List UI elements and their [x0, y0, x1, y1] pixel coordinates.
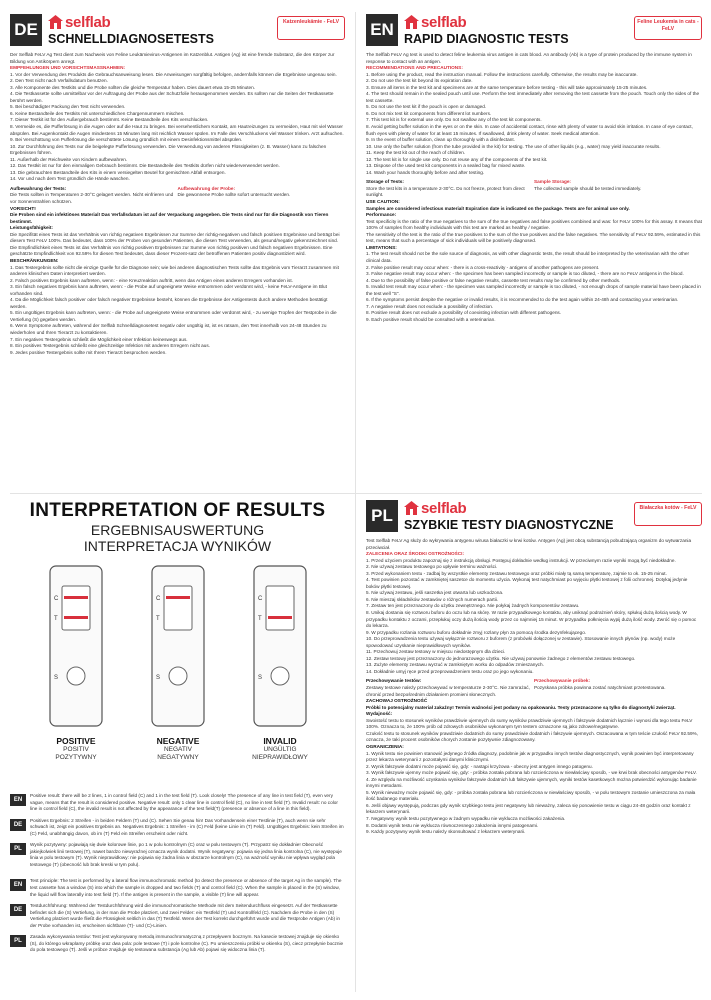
label-invalid	[240, 736, 320, 762]
svg-text:S: S	[54, 675, 59, 681]
paragraph: 8. Dodatni wynik testu nie wyklucza równoczesnego zakażenia innymi patogenami.	[366, 822, 539, 828]
paragraph-text: Test principle: The test is performed by a lateral flow immunochromatic method (to detect the presence or absence of the target Ag in the sample). The test cassette has a window (S) into which the sample is dropped and two fields (T) and control field (C). When the sample is placed in the (S) window, the liquid will flow laterally into test field (T). If the antigen is present in the sample, a visible (T) line will appear.	[30, 878, 342, 897]
storage-text: Pozyskana próbka powinna zostać natychmiast przetestowana.	[534, 685, 666, 691]
paragraph: 8. Ein positives Testergebnis schließt eine gleichzeitige Infektion mit anderen Erregern nicht aus.	[10, 343, 211, 349]
house-icon	[404, 501, 419, 515]
bold-paragraph: VORSICHT!	[10, 205, 36, 211]
text-body	[10, 52, 345, 356]
paragraph: 2. Nie używaj zestawu testowego po upływie terminu ważności.	[366, 564, 498, 570]
interpretation-subtitle-pl: INTERPRETACJA WYNIKÓW	[83, 538, 272, 554]
paragraph: 4. Due to the possibility of false positive or false negative results, cassette test results may be confirmed by other methods.	[366, 277, 621, 283]
horizontal-divider	[10, 493, 702, 494]
brand-name: selflab	[421, 13, 467, 31]
paragraph: 5. Nie używaj zestawu, jeśli saszetka jest otwarta lub uszkodzona.	[366, 590, 504, 596]
paragraph: 7. A negative result does not exclude a possibility of infection.	[366, 303, 494, 309]
paragraph: 11. Keep the test kit out of the reach of children.	[366, 150, 466, 156]
paragraph: 6. If the symptoms persist despite the negative or invalid results, it is recommended to do the test again within 24-48h and contacting your veterinarian.	[366, 297, 679, 303]
paragraph: 9. Bei Verschüttung von Pufferlösung die verschüttete Lösung gründlich mit einem Desinfektionsmittel abspülen.	[10, 137, 243, 143]
paragraph: 6. Keine Bestandteile des Testkits mit unterschiedlichen Chargennummern mischen.	[10, 110, 185, 116]
paragraph: Die Empfindlichkeit eines Tests ist das Verhältnis von richtig positiven Ergebnissen zur Summe von richtig positiven und falsch negativen Ergebnissen. Eine geschätzte Empfindlichkeit von 92.59% für diesen Test bedeutet, dass dieser Prozent-satz der betroffenen Patienten positiv diagnostiziert wird.	[10, 244, 333, 257]
storage-text: Die Tests sollten in Temperaturen 2-30°C gelagert werden. Nicht einfrieren und vor Sonnenstrahlen schützen.	[10, 192, 174, 205]
product-badge: Feline Leukemia in cats - FeLV	[634, 16, 702, 40]
section-title: SCHNELLDIAGNOSETESTS	[48, 32, 214, 46]
label-en: INVALID	[263, 736, 297, 746]
paragraph: 4. Die Testkassette sollte unmittelbar vor der Auftragung der Probe aus der Schutzfolie herausgenommen werden. Es sollten nur die Seiten der Testkassette berührt werden.	[10, 91, 334, 103]
text-body	[366, 538, 702, 836]
language-tag: DE	[10, 819, 26, 831]
svg-text:T: T	[54, 616, 58, 622]
paragraph: 1. The test result should not be the sole source of diagnosis, as with other diagnostic tests, the result should be interpreted by the veterinarian with the other clinical data.	[366, 251, 690, 263]
interpretation-subtitle-de: ERGEBNISAUSWERTUNG	[90, 522, 265, 538]
cassette-negative	[152, 566, 204, 726]
section-heading: EMPFEHLUNGEN UND VORSICHTSMASSNAHMEN:	[10, 65, 126, 71]
paragraph: 6. Do not mix test kit components from different lot numbers.	[366, 110, 492, 116]
paragraph: The sensitivity of the test is the ratio of the true positives to the sum of the true positives and the false negatives. The sensitivity of FeLV 92.59%, estimated in this test, means that such a percentage of sick individuals will be positively diagnosed.	[366, 231, 701, 244]
paragraph: 5. Wynik nieważny może pojawić się, gdy: - próbka została pobrana lub rozcieńczona w niewłaściwy sposób, - w polu testowym zostanie umieszczona za mała ilość badanego materiału.	[366, 789, 696, 802]
result-labels	[10, 736, 345, 776]
storage-label: Aufbewahrung der Tests:	[10, 185, 67, 191]
paragraph: 13. Dispose of the used test kit components in a sealed bag for mixed waste.	[366, 163, 526, 169]
label-de: UNGÜLTIG	[263, 746, 297, 753]
paragraph: 3. Ein falsch negatives Ergebnis kann auftreten, wenn: - die Probe auf ungeeignete Weise entnommen oder verdünnt wird, - keine FeLV-Antigene im Blut vorhanden sind.	[10, 284, 327, 296]
brand-name: selflab	[65, 13, 111, 31]
interpretation-paragraph	[10, 818, 345, 838]
paragraph: 12. The test kit is for single use only. Do not reuse any of the components of the test kit.	[366, 156, 548, 162]
paragraph: 1. Przed użyciem produktu zapoznaj się z instrukcją obsługi. Postępuj dokładnie według instrukcji. W przeciwnym razie wyniki mogą być niedokładne.	[366, 557, 676, 563]
paragraph: 1. Vor der Verwendung des Produkts die Gebrauchsanweisung lesen. Die Anweisungen sorgfältig befolgen, andernfalls können die Ergebnisse ungenau sein.	[10, 71, 337, 77]
cassette-diagram	[10, 558, 345, 733]
paragraph: 4. The test should remain in the sealed pouch until use. Perform the test immediately after removing the test cassette from the pouch. Touch only the sides of the test cassette.	[366, 91, 700, 103]
paragraph: 14. Wash your hands thoroughly before and after testing.	[366, 169, 485, 175]
paragraph: 2. Den Test nicht nach Verfallsdatum benutzen.	[10, 78, 108, 84]
paragraph: 8. Vermeide es, die Pufferlösung in die Augen oder auf die Haut zu bringen. Bei versehentlichem Kontakt, am Hautreizungen zu vermeiden, Haut mit viel Wasser abspülen. Bei Augenkontakt die Augen mindestens 15 Minuten lang mit reichlich Wasser spülen. Im Falle des Verschluckens viel Wasser trinken. Arzt aufsuchen.	[10, 124, 344, 136]
paragraph: 2. False positive result may occur when: - there is a cross-reactivity - antigens of another pathogens are present.	[366, 264, 600, 270]
bold-paragraph: Wydajność:	[366, 711, 393, 717]
paragraph: 7. This test kit is for external use only. Do not swallow any of the test kit components.	[366, 117, 542, 123]
label-en: POSITIVE	[56, 736, 96, 746]
language-tag: EN	[10, 794, 26, 806]
paragraph: Test specificity is the ratio of the true negatives to the sum of the true negatives and false positives combined and was: for FeLV 100% for this assay. It means that 100% of samples from healthy individuals with this test are marked as healthy / negative.	[366, 218, 702, 231]
paragraph: 13. Die gebrauchten Bestandteile des Kits in einem versiegelten Beutel für gemischten Abfall entsorgen.	[10, 169, 226, 175]
paragraph: 4. Ze względu na możliwość uzyskania wyników fałszywie dodatnich lub fałszywie ujemnych, wyniki testów kasetkowych można potwierdzić wykonując badanie innymi metodami.	[366, 776, 697, 789]
paragraph-text: Positives Ergebnis: 2 Streifen - in beiden Feldern (T) und (C). Sehen Sie genau hin! Das Vorhandensein einer Testlinie (T), auch wenn sie sehr schwach ist, zeigt ein positives Ergebnis an. Negatives Ergebnis: 1 Streifen - im (C) Feld (keine Linie im (T) Feld). Ungültiges Ergebnis: kein Streifen im (C) Feld, unabhängig davon, ob im (T) Feld ein Streifen erscheint oder nicht.	[30, 817, 344, 836]
brand-logo	[404, 498, 466, 518]
paragraph: 9. W przypadku rozlania roztworu buforu dokładnie zmyj rozlany płyn za pomocą środka dezynfekującego.	[366, 629, 587, 635]
paragraph: 5. Bei beschädigter Packung den Test nicht verwenden.	[10, 104, 126, 110]
label-de: NEGATIV	[163, 746, 193, 753]
paragraph: The Selflab FeLV Ag test is used to detect feline leukemia virus antigen in cats blood. An antibody (Ab) is a type of protein produced by the immune system in response to contact with an antigen.	[366, 52, 692, 64]
brand-logo	[404, 12, 466, 32]
paragraph: 1. Before using the product, read the instruction manual. Follow the instructions carefully. Otherwise, the results may be inaccurate.	[366, 71, 638, 77]
paragraph: 7. Dieser Testkit ist für den Außergebrauch bestimmt. Keine Bestandteile des Kits verschlucken.	[10, 117, 209, 123]
interpretation-paragraph	[10, 842, 345, 868]
vertical-divider	[355, 12, 356, 992]
label-positive	[36, 736, 116, 762]
paragraph: 2. Falsch positives Ergebnis kann auftreten, wenn: - eine Kreuzreaktion auftritt, wenn das Antigen eines anderen Erregers vorhanden ist.	[10, 277, 293, 283]
paragraph: 4. Test powinien pozostać w zamkniętej saszetce do momentu użycia. Wykonaj test natychmiast po wyjęciu płytki testowej z folii ochronnej. Dotykaj jedynie boków płytki testowej.	[366, 577, 688, 589]
bold-paragraph: Leistungsfähigkeit:	[10, 225, 53, 231]
storage-label: Aufbewahrung der Probe:	[177, 185, 236, 191]
paragraph: 10. Do przeprowadzenia testu używaj wyłącznie roztworu z buforem (z probówki dołączonej w zestawie). Stosowanie innych płynów (np. wody) może spowodować uzyskanie nieprawidłowych wyników.	[366, 636, 676, 648]
storage-label: Storage of Tests:	[366, 179, 404, 185]
label-de: POSITIV	[63, 746, 89, 753]
storage-label: Przechowywanie próbek:	[534, 678, 591, 684]
paragraph-text: Wynik pozytywny: pojawiają się dwie kolorowe linie, po 1 w polu kontrolnym (C) oraz w polu testowym (T). Przypatrz się dokładnie! Obecność jakiejkolwiek linii testowej (T), nawet bardzo niewyraźnej oznacza wynik dodatni. Wynik negatywny: pojawia się jedna linia kontrolna (C), nie występuje linia w polu testowym (T). Wynik nieprawidłowy: nie pojawia się żadna linia w obszarze kontrolnym (C), na ważność wyniku nie wpływa wygląd pola testowego (T) (obecność lub brak kreski w tym polu).	[30, 842, 342, 867]
svg-text:T: T	[156, 616, 160, 622]
paragraph: 1. Wynik testu nie powinien stanowić jedynego źródła diagnozy, podobnie jak w przypadku innych testów diagnostycznych, wynik powinien być interpretowany przez lekarza weterynarii z pozostałymi danymi klinicznymi.	[366, 750, 694, 763]
label-en: NEGATIVE	[156, 736, 200, 746]
brand-logo	[48, 12, 110, 32]
paragraph: 6. Nie mieszaj składników zestawów o różnych numerach partii.	[366, 596, 499, 602]
paragraph: 6. Wenn Symptome auftreten, während der Selflab Schnelldiagnosetest negativ oder ungültig ist, ist es ratsam, den Test innerhalb von 24-48 Stunden zu wiederholen und Ihren Tierarzt zu kontaktieren.	[10, 323, 327, 335]
language-tag: DE	[10, 904, 26, 916]
paragraph: 9. Każdy pozytywny wynik testu należy skonsultować z lekarzem weterynarii.	[366, 829, 526, 835]
paragraph: Der Selflab FeLV Ag Test dient zum Nachweis von Feline Leukämievirus-Antigenen im Katzenblut. Antigen (Ag) ist eine fremde Substanz, die den Körper zur Bildung von Antikörpern anregt.	[10, 52, 335, 64]
storage-info	[366, 678, 702, 698]
paragraph: Die Spezifität eines Tests ist das Verhältnis von richtig negativen Ergebnissen zur Summe der richtig-negativen und falsch positiven Ergebnisse und beträgt bei diesem Test FeLV 100%. Das bedeutet, dass 100% der Proben von gesunden Patienten, die diesen Test verwenden, als gesund/negativ gekennzeichnet sind.	[10, 231, 340, 244]
paragraph: 10. Zur Durchführung des Tests nur die beigelegte Pufferlösung verwenden. Die Verwendung von anderen Flüssigkeiten (z. B. Wasser) kann zu falschen Ergebnissen führen.	[10, 143, 327, 156]
paragraph: 1. Das Testergebnis sollte nicht die einzige Quelle für die Diagnose sein; wie bei anderen diagnostischen Tests sollte das Ergebnis vom Tierarzt zusammen mit anderen klinischen Daten interpretiert werden.	[10, 264, 339, 277]
bold-paragraph: Die Proben sind ein infektiöses Material! Das Verfallsdatum ist auf der Verpackung angegeben. Die Tests sind nur für die Diagnostik von Tieren bestimmt.	[10, 212, 329, 224]
svg-text:T: T	[258, 616, 262, 622]
bold-paragraph: ZACHOWAJ OSTROŻNOŚĆ	[366, 698, 428, 704]
language-tag: EN	[10, 879, 26, 891]
paragraph: 5. Do not use the test kit if the pouch is open or damaged.	[366, 104, 487, 110]
interpretation-title: INTERPRETATION OF RESULTS	[29, 500, 326, 521]
cassette-invalid	[254, 566, 306, 726]
bold-paragraph: BESCHRÄNKUNGEN:	[10, 257, 59, 263]
house-icon	[404, 15, 419, 29]
interpretation-paragraph	[10, 793, 345, 813]
text-body	[366, 52, 702, 323]
paragraph: 2. Do not use the test kit beyond its expiration date.	[366, 78, 473, 84]
paragraph: Czułość testu to stosunek wyników prawdziwie dodatnich do sumy prawdziwie dodatnich i fałszywie ujemnych. Oszacowana w tym teście czułość FeLV 92.59%, oznacza, że taki procent osobników chorych zostanie pozytywnie zdiagnozowany.	[366, 730, 699, 743]
storage-text: Die gewonnene Probe sollte sofort untersucht werden.	[177, 192, 291, 198]
polish-section	[366, 498, 702, 992]
paragraph: 9. In the event of buffer solution, clean up thoroughly with a disinfectant.	[366, 137, 515, 143]
paragraph: 11. Außerhalb der Reichweite von Kindern aufbewahren.	[10, 156, 128, 162]
paragraph: 7. Zestaw ten jest przeznaczony do użytku zewnętrznego. Nie połykaj żadnych komponentów zestawu.	[366, 603, 580, 609]
paragraph: 8. Avoid getting buffer solution in the eyes or on the skin. In case of accidental contact, rinse with plenty of water to avoid skin irritation. In case of eye contact, flush eyes with plenty of water for at least 15 minutes. If swallowed, drink plenty of water. Seek medical attention.	[366, 124, 693, 136]
paragraph: 13. Zużyte elementy zestawu wyrzuć w zamkniętym worku do odpadów zmieszanych.	[366, 662, 544, 668]
label-negative	[138, 736, 218, 762]
paragraph: Test Selflab FeLV Ag służy do wykrywania antygenu wirusa białaczki w krwi kotów. Antygen (Ag) jest obcą substancją pobudzającą organizm do wytwarzania przeciwciał.	[366, 538, 692, 550]
paragraph-text: Zasada wykonywania testów: Test jest wykonywany metodą immunochromatyczną z przepływem bocznym. Na kasecie testowej znajduje się okienko (S), do którego wkraplamy próbkę oraz dwa pola: pole testowe (T) i pole kontrolne (C). Po umieszczeniu próbki w okienku (S), ciecz przepłynie bocznie do pola testowego (T). Jeśli w próbce znajduje się testowana substancja (Ag lub Ab) pojawi się widoczna linia (T).	[30, 934, 344, 953]
storage-label: Sample Storage:	[534, 179, 571, 185]
paragraph: 12. Zestaw testowy jest przeznaczony do jednorazowego użytku. Nie używaj ponownie żadnego z elementów zestawu testowego.	[366, 655, 636, 661]
label-pl: POZYTYWNY	[55, 754, 97, 761]
language-tag: PL	[10, 935, 26, 947]
svg-text:S: S	[258, 675, 263, 681]
paragraph: 5. Ein ungültiges Ergebnis kann auftreten, wenn: - die Probe auf ungeeignete Weise entnommen oder verdünnt wird, - zu wenige Tropfen der Testprobe in die Vertiefung (S) gegeben werden.	[10, 310, 337, 322]
section-heading: RECOMMENDATIONS AND PRECAUTIONS:	[366, 65, 463, 71]
paragraph: 6. Jeśli objawy występują, podczas gdy wynik szybkiego testu jest negatywny lub nieważny, zaleca się ponowienie testu w ciągu 24-48 godzin oraz kontakt z lekarzem weterynarii.	[366, 802, 691, 815]
bold-paragraph: Samples are considered infectious material! Expiration date is indicated on the package. Tests are for animal use only.	[366, 205, 630, 211]
label-pl: NEGATYWNY	[157, 754, 199, 761]
brand-name: selflab	[421, 499, 467, 517]
storage-label: Przechowywanie testów:	[366, 678, 422, 684]
language-badge: PL	[366, 500, 398, 532]
paragraph: 14. Vor und nach dem Test gründlich die Hände waschen.	[10, 176, 130, 182]
interpretation-section	[10, 498, 345, 992]
section-title: RAPID DIAGNOSTIC TESTS	[404, 32, 569, 46]
paragraph: 7. Ein negatives Testergebnis schließt die Möglichkeit einer Infektion keineswegs aus.	[10, 336, 188, 342]
language-badge: EN	[366, 14, 398, 46]
svg-text:C: C	[258, 596, 263, 602]
interpretation-paragraphs	[10, 793, 345, 954]
interpretation-paragraph	[10, 878, 345, 898]
paragraph-text: Testdurchführung: Während der Testdurchführung wird die immunochromatische Methode mit dem Seitendurchfluss eingesetzt. Auf der Testkassette befindet sich die (S) Vertiefung, in der man die Probe platziert, und zwei Felder: ein Testfeld (T) und Kontrollfeld (C). Nachdem die Probe in den (S) Vertiefung platziert wurde fließt die Flüssigkeit seitlich in das (T) Testfeld. Wenn der Test korrekt durchgeführt wurde und die Testprobe Antigen (Ab) in der Probe vorhanden ist, erscheinen sichtbare (T)- und (C)-Linien.	[30, 903, 340, 928]
interpretation-paragraph	[10, 934, 345, 954]
storage-info	[366, 179, 702, 199]
section-title: SZYBKIE TESTY DIAGNOSTYCZNE	[404, 518, 614, 532]
paragraph-text: Positive result: there will be 2 lines, 1 in control field (C) and 1 in the test field (T). Look closely! The presence of any line in test field (T), even very vague, means that the result is considered positive. Negative result: only 1 clear line in control field (C), no line in test field (T). Invalid result: no color line in control field (C), the invalid result is not affected by the appearance of the test field(T) (presence or absence of a line in this field).	[30, 793, 338, 812]
bold-paragraph: LIMITATIONS:	[366, 244, 397, 250]
storage-text: Zestawy testowe należy przechowywać w temperaturze 2-30°C. Nie zamrażać, chronić przed bezpośrednim działaniem promieni słonecznych.	[366, 685, 530, 697]
svg-text:C: C	[54, 596, 59, 602]
result-illustrations	[10, 558, 345, 788]
svg-text:C: C	[156, 596, 161, 602]
section-header	[10, 12, 345, 52]
storage-text: Store the test kits in a temperature 2-30°C. Do not freeze, protect from direct sunlight.	[366, 185, 525, 198]
interpretation-paragraph	[10, 903, 345, 929]
paragraph: 3. Wynik fałszywie ujemny może pojawić się, gdy: - próbka została pobrana lub rozcieńczona w niewłaściwy sposób, - we krwi brak obecności antygenów FeLV.	[366, 770, 697, 776]
paragraph: 3. Alle Komponente des Testkits und die Probe sollten die gleiche Temperatur haben. Dies dauert etwa 15-25 Minuten.	[10, 84, 256, 90]
paragraph: 11. Przechowuj zestaw testowy w miejscu niedostępnym dla dzieci.	[366, 649, 506, 655]
section-header	[366, 12, 702, 52]
paragraph: 9. Each positive result should be consulted with a veterinarian.	[366, 316, 496, 322]
paragraph: Swoistość testu to stosunek wyników prawdziwie ujemnych do sumy wyników prawdziwie ujemnych i fałszywie dodatnich łącznie i wynosi dla tego testu FeLV 100%. Oznacza to, że 100% prób od zdrowych osobników wykonanym tym testem oznaczone są jako zdrowe/negatywne.	[366, 717, 693, 730]
paragraph: 10. Use only the buffer solution (from the tube provided in the kit) for testing. The use of other liquids (e.g., water) may yield inaccurate results.	[366, 143, 661, 149]
english-section	[366, 12, 702, 489]
german-section	[10, 12, 345, 489]
svg-text:S: S	[156, 675, 161, 681]
product-badge: Białaczka kotów - FeLV	[634, 502, 702, 526]
bold-paragraph: USE CAUTION:	[366, 199, 400, 205]
paragraph: 14. Dokładnie umyj ręce przed przeprowadzeniem testu oraz po jego wykonaniu.	[366, 668, 534, 674]
paragraph: 2. Wynik fałszywie dodatni może pojawić się, gdy: - nastąpi krzyżowa - obecny jest antygen innego patogenu.	[366, 763, 593, 769]
language-badge: DE	[10, 14, 42, 46]
cassette-positive	[50, 566, 102, 726]
label-pl: NIEPRAWIDŁOWY	[252, 754, 308, 761]
section-heading: ZALECENIA ORAZ ŚRODKI OSTROŻNOŚCI:	[366, 551, 465, 557]
paragraph: 5. Invalid test result may occur when: - the specimen was sampled incorrectly or sample is too diluted, - not enough drops of sample material have been placed in the test well "S".	[366, 284, 701, 296]
bold-paragraph: Performance:	[366, 212, 397, 218]
paragraph: 4. Da die Möglichkeit falsch positiver oder falsch negativer Ergebnisse besteht, können die Ergebnisse der Antigentests durch andere Methoden bestätigt werden.	[10, 297, 328, 309]
bold-paragraph: Próbki to potencjalny materiał zakaźny! Termin ważności jest podany na opakowaniu. Testy przeznaczone są tylko do diagnostyki zwierząt.	[366, 704, 676, 710]
paragraph: 9. Jedes positive Testergebnis sollte mit Ihrem Tierarzt besprochen werden.	[10, 349, 167, 355]
section-header	[366, 498, 702, 538]
paragraph: 8. Unikaj dostania się roztworu buforu do oczu lub na skórę. W razie przypadkowego kontaktu, aby uniknąć podrażnień skóry, spłukuj dużą ilością wody. W przypadku kontaktu z oczami, przepłukuj oczy dużą ilością wody przez co najmniej 15 minut. W przypadku połknięcia wypij dużą ilość wody. Zwróć się o pomoc do lekarza.	[366, 610, 697, 629]
paragraph: 3. Przed wykonaniem testu - zadbaj by wszystkie elementy zestawu testowego oraz próbki miały tą samą temperaturę, zajmie to ok. 15-25 minut.	[366, 570, 667, 576]
storage-info	[10, 186, 345, 206]
paragraph: 3. Ensure all items in the test kit and specimens are at the same temperature before testing - this will take approximately 15-25 minutes.	[366, 84, 648, 90]
product-badge: Katzenleukämie - FeLV	[277, 16, 345, 40]
bold-paragraph: OGRANICZENIA:	[366, 743, 404, 749]
paragraph: 3. False negative result may occur when: - the specimen has been sampled incorrectly or sample is too diluted, - there are no FeLV antigens in the blood.	[366, 271, 684, 277]
language-tag: PL	[10, 843, 26, 855]
storage-text: The collected sample should be tested immediately.	[534, 185, 642, 191]
paragraph: 12. Das Testkit ist nur für den einmaligen Gebrauch bestimmt. Die Bestandteile des Testkits dürfen nicht wiederverwendet werden.	[10, 163, 280, 169]
paragraph: 7. Negatywny wynik testu pozytywnego w żadnym wypadku nie wyklucza możliwości zakażenia.	[366, 815, 566, 821]
house-icon	[48, 15, 63, 29]
paragraph: 8. Positive result does not exclude a possibility of coexisting infection with different pathogens.	[366, 310, 562, 316]
